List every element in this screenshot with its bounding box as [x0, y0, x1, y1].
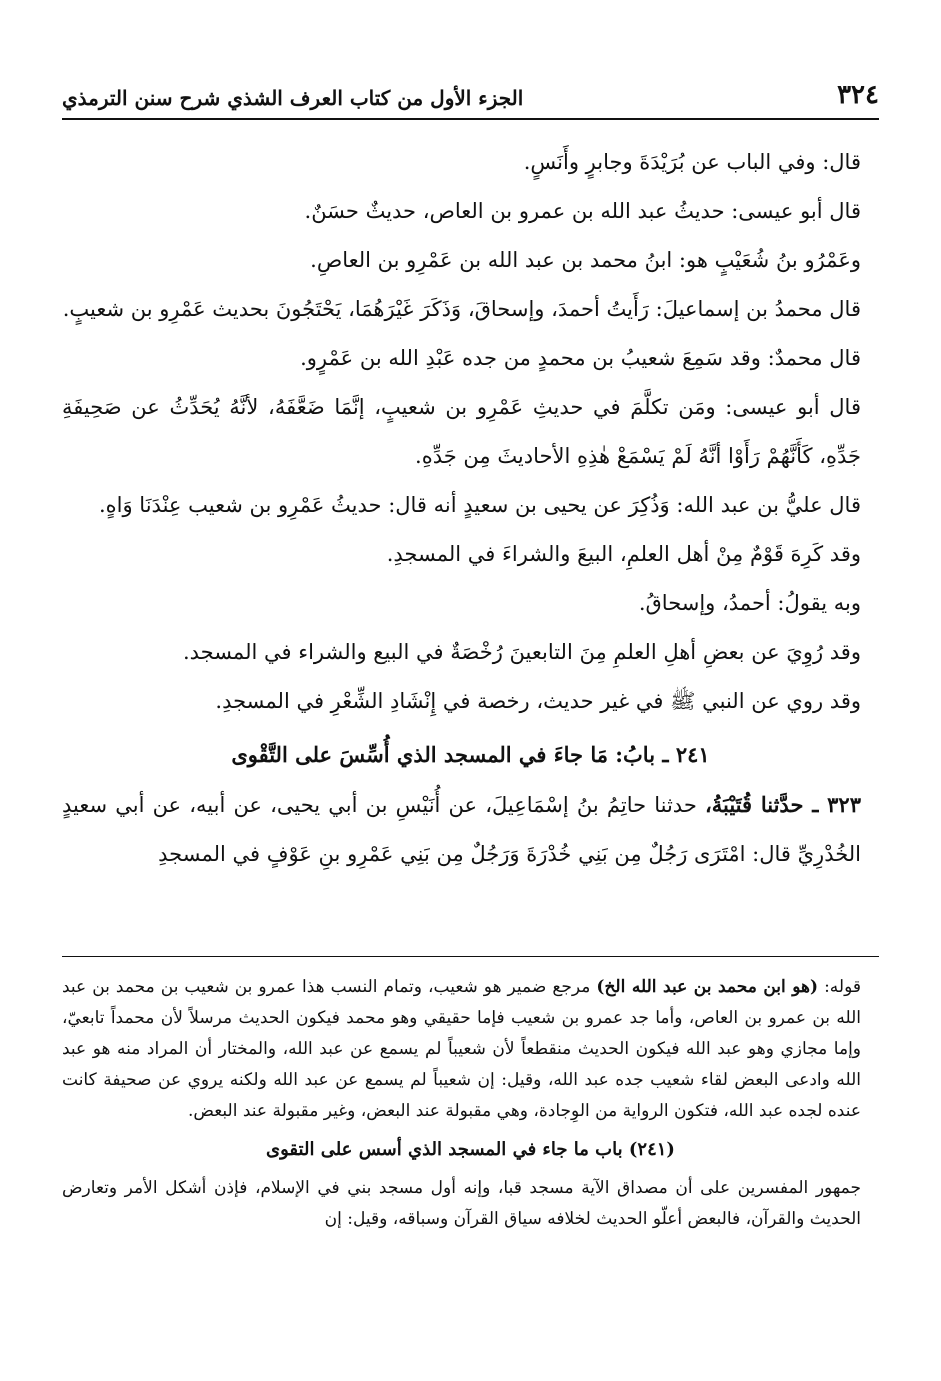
- page-header: [62, 70, 879, 120]
- commentary: [62, 972, 879, 1235]
- hadith-text: حدثنا حاتِمُ بنُ إسْمَاعِيلَ، عن أُنَيْسِ بن أبي يحيى، عن أبيه، عن أبي سعيدٍ الخُدْرِيِّ قال: امْتَرَى رَجُلٌ مِن بَنِي خُدْرَةَ وَرَجُلٌ مِن بَنِي عَمْرِو بنِ عَوْفٍ في المسجدِ: [62, 793, 861, 866]
- paragraph: قال أبو عيسى: حديثُ عبد الله بن عمرو بن العاص، حديثٌ حسَنٌ.: [304, 199, 861, 223]
- running-title: الجزء الأول من كتاب العرف الشذي شرح سنن الترمذي: [62, 86, 524, 110]
- main-text: [62, 138, 879, 879]
- commentary-lead: قوله:: [818, 977, 861, 997]
- commentary-paragraph: جمهور المفسرين على أن مصداق الآية مسجد قبا، وإنه أول مسجد بني في الإسلام، فإذن أشكل الأمر وتعارض الحديث والقرآن، فالبعض أعلّو الحديث لخلافه سياق القرآن وسباقه، وقيل: إن: [62, 1178, 861, 1229]
- chapter-heading: ٢٤١ ـ بابُ: مَا جاءَ في المسجد الذي أُسِّسَ على التَّقْوى: [231, 742, 710, 767]
- paragraph: قال عليُّ بن عبد الله: وَذُكِرَ عن يحيى بن سعيدٍ أنه قال: حديثُ عَمْرِو بن شعيب عِنْدَنَا وَاهٍ.: [98, 493, 861, 517]
- hadith-number: ٣٢٣ ـ حدَّثنا قُتَيْبَةُ،: [704, 792, 861, 817]
- paragraph: قال محمدٌ: وقد سَمِعَ شعيبُ بن محمدٍ من جده عَبْدِ الله بن عَمْرٍو.: [300, 346, 861, 370]
- page-number: ٣٢٤: [837, 80, 879, 110]
- paragraph: قال أبو عيسى: ومَن تكلَّمَ في حديثِ عَمْرِو بن شعيبٍ، إنَّمَا ضَعَّفَهُ، لأنَّهُ يُحَدِّثُ عن صَحِيفَةِ جَدِّهِ، كَأَنَّهُمْ رَأَوْا أنَّهُ لَمْ يَسْمَعْ هٰذِهِ الأحاديثَ مِن جَدِّهِ.: [62, 395, 861, 468]
- commentary-heading: (٢٤١) باب ما جاء في المسجد الذي أسس على التقوى: [266, 1139, 675, 1160]
- paragraph: وقد كَرِهَ قَوْمٌ مِنْ أهل العلمِ، البيعَ والشراءَ في المسجدِ.: [386, 542, 861, 566]
- paragraph: وعَمْرُو بنُ شُعَيْبٍ هو: ابنُ محمد بن عبد الله بن عَمْرِو بن العاصِ.: [310, 248, 861, 272]
- paragraph: قال: وفي الباب عن بُرَيْدَةَ وجابرٍ وأَنَسٍ.: [523, 150, 861, 174]
- hadith-paragraph: [62, 780, 879, 879]
- paragraph: وبه يقولُ: أحمدُ، وإسحاقُ.: [638, 591, 861, 615]
- commentary-paragraph: [62, 972, 879, 1127]
- commentary-text: مرجع ضمير هو شعيب، وتمام النسب هذا عمرو بن شعيب بن محمد بن عبد الله بن عمرو بن العاص، وأما جد عمرو بن شعيب فإما حقيقي وهو محمد فيكون الحديث مرسلاً لأن محمداً تابعيّ، وإما مجازي وهو عبد الله فيكون الحديث منقطعاً لأن شعيباً لم يسمع عن عبد الله، والمختار أن المراد منه هو عبد الله وادعى البعض لقاء شعيب جده عبد الله، وقيل: إن شعيباً لم يسمع عن عبد الله ولكنه يروي عن صحيفة كانت عنده لجده عبد الله، فتكون الرواية من الوِجادة، وهي مقبولة عند البعض، وغير مقبولة عند البعض.: [62, 977, 861, 1121]
- paragraph: قال محمدُ بن إسماعيلَ: رَأَيتُ أحمدَ، وإسحاقَ، وَذَكَرَ غَيْرَهُمَا، يَحْتَجُونَ بحديث عَمْرِو بن شعيبٍ.: [62, 297, 861, 321]
- paragraph: وقد روي عن النبي ﷺ في غير حديث، رخصة في إِنْشَادِ الشِّعْرِ في المسجدِ.: [215, 689, 861, 713]
- commentary-quote: (هو ابن محمد بن عبد الله الخ): [596, 977, 819, 997]
- footnote-separator: [62, 956, 879, 957]
- paragraph: وقد رُوِيَ عن بعضِ أهلِ العلمِ مِنَ التابعينَ رُخْصَةٌ في البيع والشراء في المسجد.: [182, 640, 861, 664]
